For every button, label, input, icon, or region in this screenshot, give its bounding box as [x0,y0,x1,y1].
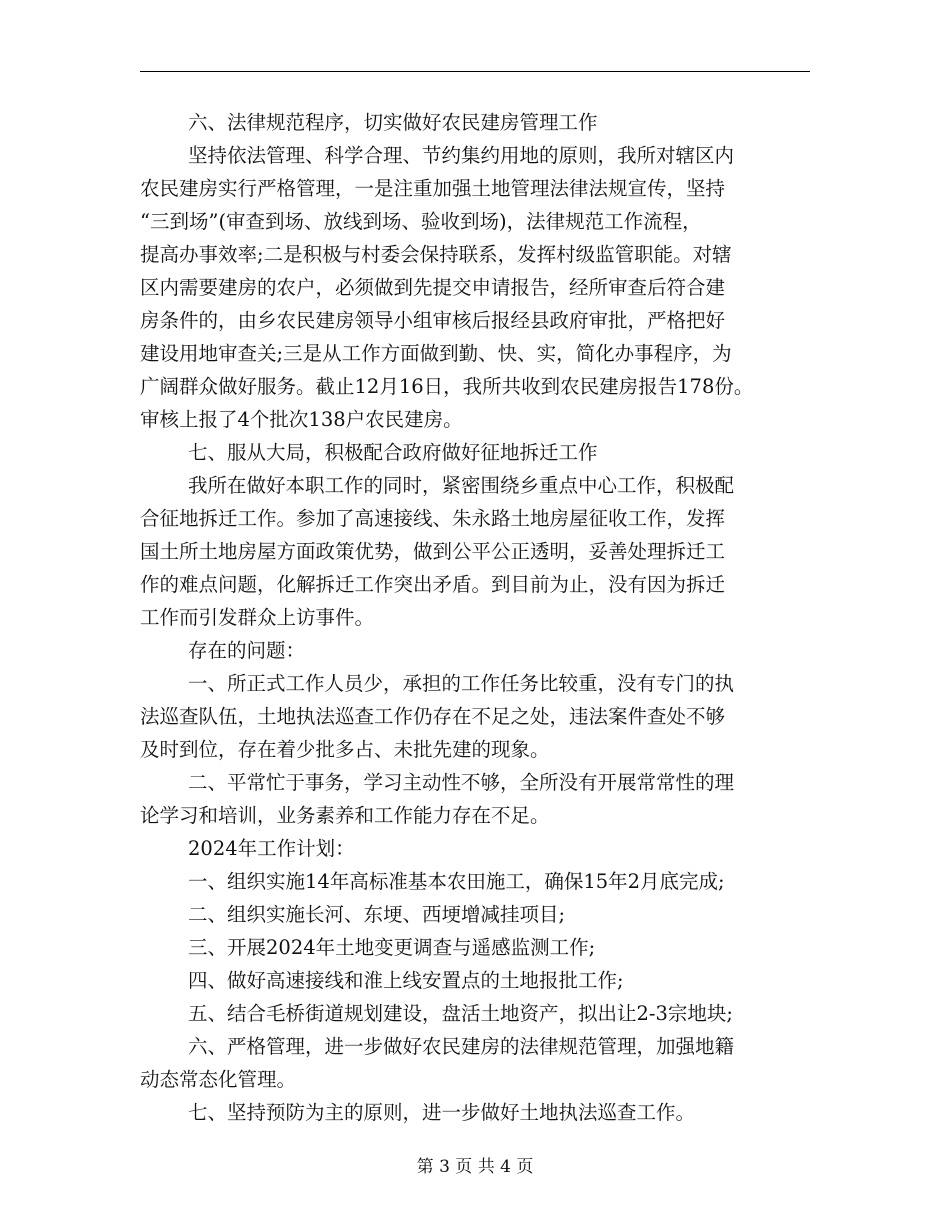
text-line: 四、做好高速接线和淮上线安置点的土地报批工作; [188,969,624,992]
text-line: 提高办事效率;二是积极与村委会保持联系，发挥村级监管职能。对辖 [140,243,732,266]
text-line: 存在的问题： [188,639,306,662]
text-line: 区内需要建房的农户，必须做到先提交申请报告，经所审查后符合建 [140,276,726,299]
text-line: 一、所正式工作人员少，承担的工作任务比较重，没有专门的执 [188,672,735,695]
text-line: 广阔群众做好服务。截止12月16日，我所共收到农民建房报告178份。 [140,375,754,398]
text-line: 法巡查队伍，土地执法巡查工作仍存在不足之处，违法案件查处不够 [140,705,726,728]
text-line: 二、组织实施长河、东埂、西埂增减挂项目; [188,903,566,926]
text-line: 农民建房实行严格管理，一是注重加强土地管理法律法规宣传，坚持 [140,177,726,200]
text-line: 三、开展2024年土地变更调查与遥感监测工作; [188,936,596,959]
text-line: 动态常态化管理。 [140,1068,297,1091]
text-line: 作的难点问题，化解拆迁工作突出矛盾。到目前为止，没有因为拆迁 [140,573,726,596]
text-line: 2024年工作计划： [188,837,355,860]
text-line: 合征地拆迁工作。参加了高速接线、朱永路土地房屋征收工作，发挥 [140,507,726,530]
text-line: “三到场”(审查到场、放线到场、验收到场)，法律规范工作流程， [140,210,702,233]
text-line: 二、平常忙于事务，学习主动性不够，全所没有开展常常性的理 [188,771,735,794]
text-line: 五、结合毛桥街道规划建设，盘活土地资产，拟出让2-3宗地块; [188,1002,733,1025]
text-line: 我所在做好本职工作的同时，紧密围绕乡重点中心工作，积极配 [188,474,735,497]
text-line: 建设用地审查关;三是从工作方面做到勤、快、实，简化办事程序，为 [140,342,732,365]
header-rule [140,71,810,72]
text-line: 七、坚持预防为主的原则，进一步做好土地执法巡查工作。 [188,1101,696,1124]
text-line: 论学习和培训，业务素养和工作能力存在不足。 [140,804,550,827]
text-line: 工作而引发群众上访事件。 [140,606,375,629]
text-line: 审核上报了4个批次138户农民建房。 [140,408,463,431]
text-line: 六、严格管理，进一步做好农民建房的法律规范管理，加强地籍 [188,1035,735,1058]
text-line: 房条件的，由乡农民建房领导小组审核后报经县政府审批，严格把好 [140,309,726,332]
text-line: 一、组织实施14年高标准基本农田施工，确保15年2月底完成; [188,870,725,893]
text-line: 七、服从大局，积极配合政府做好征地拆迁工作 [188,441,598,464]
page-footer: 第 3 页 共 4 页 [416,1157,534,1177]
text-line: 及时到位，存在着少批多占、未批先建的现象。 [140,738,550,761]
document-body [140,106,840,1129]
text-line: 坚持依法管理、科学合理、节约集约用地的原则，我所对辖区内 [188,144,735,167]
text-line: 六、法律规范程序，切实做好农民建房管理工作 [188,111,598,134]
text-line: 国土所土地房屋方面政策优势，做到公平公正透明，妥善处理拆迁工 [140,540,726,563]
